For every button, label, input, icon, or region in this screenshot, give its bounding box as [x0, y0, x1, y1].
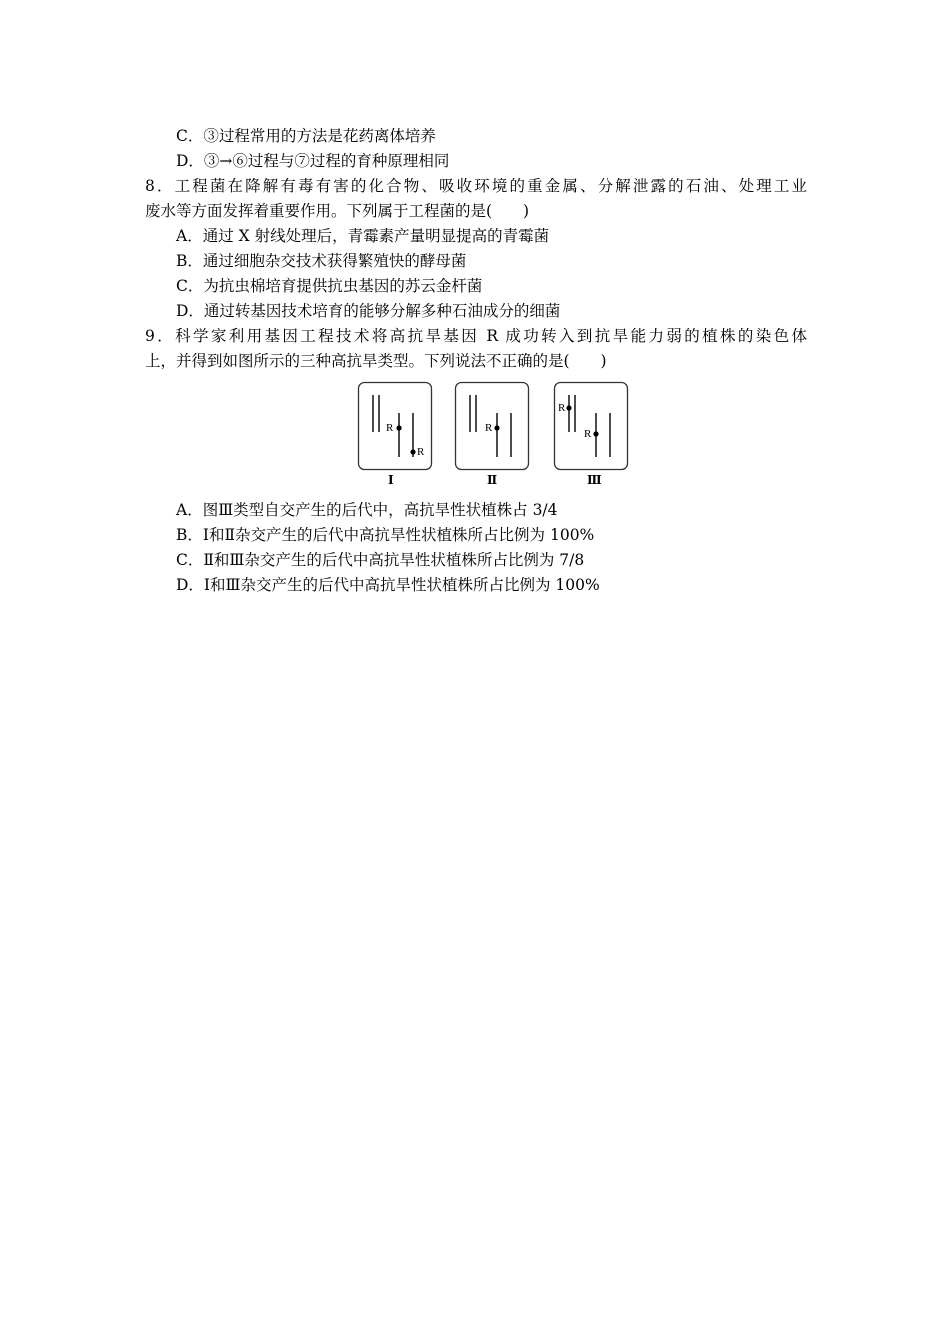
gene-r-label: R [417, 446, 425, 458]
q8-stem-line1: 8．工程菌在降解有毒有害的化合物、吸收环境的重金属、分解泄露的石油、处理工业 [145, 177, 807, 195]
panel-label-1: Ⅰ [388, 473, 394, 487]
q9-stem-line2: 上，并得到如图所示的三种高抗旱类型。下列说法不正确的是( ) [145, 352, 607, 370]
panel-label-3: Ⅲ [587, 473, 602, 487]
panel-label-2: Ⅱ [487, 473, 498, 487]
panel-3 [555, 383, 628, 470]
gene-r-dot [410, 449, 415, 454]
gene-r-dot [396, 425, 401, 430]
gene-r-label: R [386, 422, 394, 434]
q8-stem-line2: 废水等方面发挥着重要作用。下列属于工程菌的是( ) [145, 202, 530, 220]
q9-option-d: D．Ⅰ和Ⅲ杂交产生的后代中高抗旱性状植株所占比例为 100% [176, 576, 600, 594]
q9-option-a: A．图Ⅲ类型自交产生的后代中，高抗旱性状植株占 3/4 [176, 501, 558, 519]
gene-r-label: R [485, 422, 493, 434]
gene-r-label: R [558, 402, 566, 414]
q8-option-a: A．通过 X 射线处理后，青霉素产量明显提高的青霉菌 [176, 227, 550, 245]
q9-option-c: C．Ⅱ和Ⅲ杂交产生的后代中高抗旱性状植株所占比例为 7/8 [176, 551, 585, 569]
q8-option-c: C．为抗虫棉培育提供抗虫基因的苏云金杆菌 [176, 277, 483, 295]
gene-r-dot [566, 405, 571, 410]
gene-r-label: R [584, 428, 592, 440]
panel-1 [359, 383, 432, 470]
q7-option-d: D．③→⑥过程与⑦过程的育种原理相同 [176, 152, 450, 170]
gene-r-dot [593, 431, 598, 436]
q8-option-d: D．通过转基因技术培育的能够分解多种石油成分的细菌 [176, 302, 561, 320]
q9-stem-line1: 9．科学家利用基因工程技术将高抗旱基因 R 成功转入到抗旱能力弱的植株的染色体 [145, 327, 807, 345]
q9-option-b: B．Ⅰ和Ⅱ杂交产生的后代中高抗旱性状植株所占比例为 100% [176, 526, 595, 544]
gene-r-dot [494, 425, 499, 430]
panel-2 [456, 383, 529, 470]
q7-option-c: C．③过程常用的方法是花药离体培养 [176, 127, 436, 145]
q8-option-b: B．通过细胞杂交技术获得繁殖快的酵母菌 [176, 252, 467, 270]
